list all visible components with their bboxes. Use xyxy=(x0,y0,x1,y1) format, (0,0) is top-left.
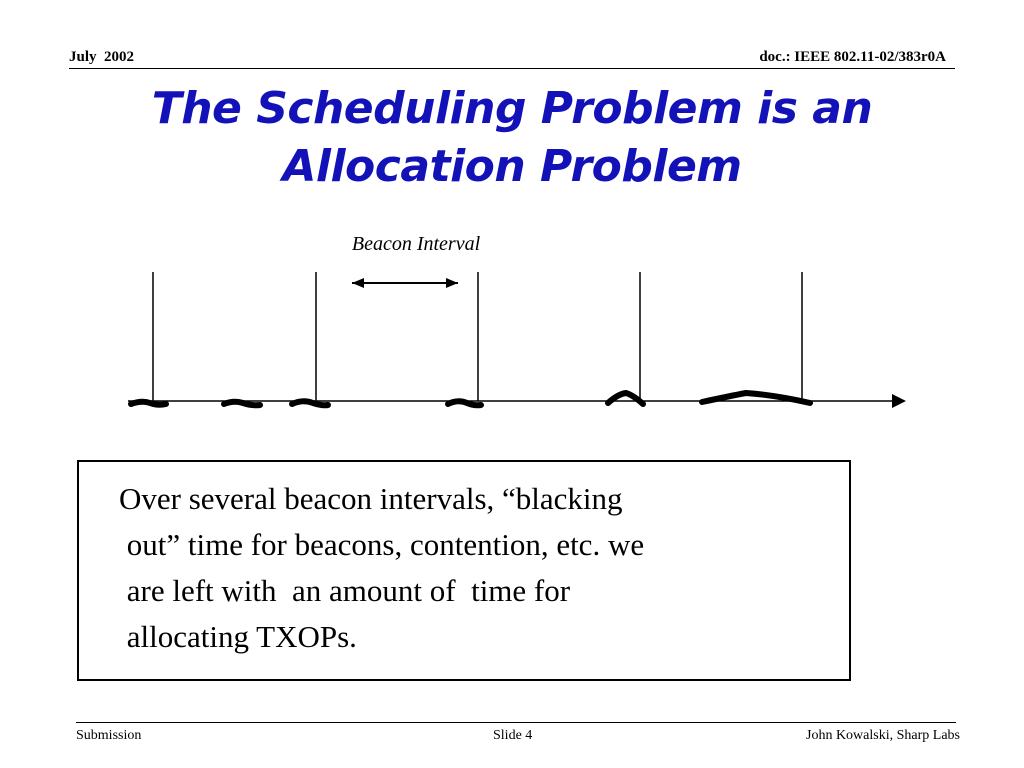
slide-title xyxy=(60,80,964,196)
explanation-line-4: allocating TXOPs. xyxy=(119,619,357,654)
blackout-segment-6 xyxy=(702,393,810,403)
header-doc-id: doc.: IEEE 802.11-02/383r0A xyxy=(759,49,946,65)
blackout-segment-2 xyxy=(224,402,260,406)
explanation-line-1: Over several beacon intervals, “blacking xyxy=(119,481,623,516)
beacon-interval-arrowhead-right xyxy=(446,278,458,288)
explanation-line-2: out” time for beacons, contention, etc. we xyxy=(119,527,645,562)
slide-title-line-2: Allocation Problem xyxy=(282,141,742,192)
header-date: July 2002 xyxy=(69,49,135,65)
footer-slide-number: Slide 4 xyxy=(493,728,533,743)
explanation-text xyxy=(119,476,849,660)
header-rule xyxy=(69,68,955,69)
blackout-segment-1 xyxy=(131,402,166,405)
blackout-segment-3 xyxy=(292,401,328,405)
slide-title-line-1: The Scheduling Problem is an xyxy=(151,83,873,134)
blackout-segment-4 xyxy=(448,401,481,405)
explanation-line-3: are left with an amount of time for xyxy=(119,573,571,608)
blackout-segments xyxy=(131,393,810,405)
explanation-box xyxy=(77,460,851,681)
footer-rule xyxy=(76,722,956,723)
time-axis-arrowhead xyxy=(892,394,906,408)
blackout-segment-5 xyxy=(608,393,643,404)
footer-submission: Submission xyxy=(76,728,142,743)
footer-author: John Kowalski, Sharp Labs xyxy=(806,728,960,743)
beacon-interval-label: Beacon Interval xyxy=(351,233,481,255)
beacon-interval-arrowhead-left xyxy=(352,278,364,288)
